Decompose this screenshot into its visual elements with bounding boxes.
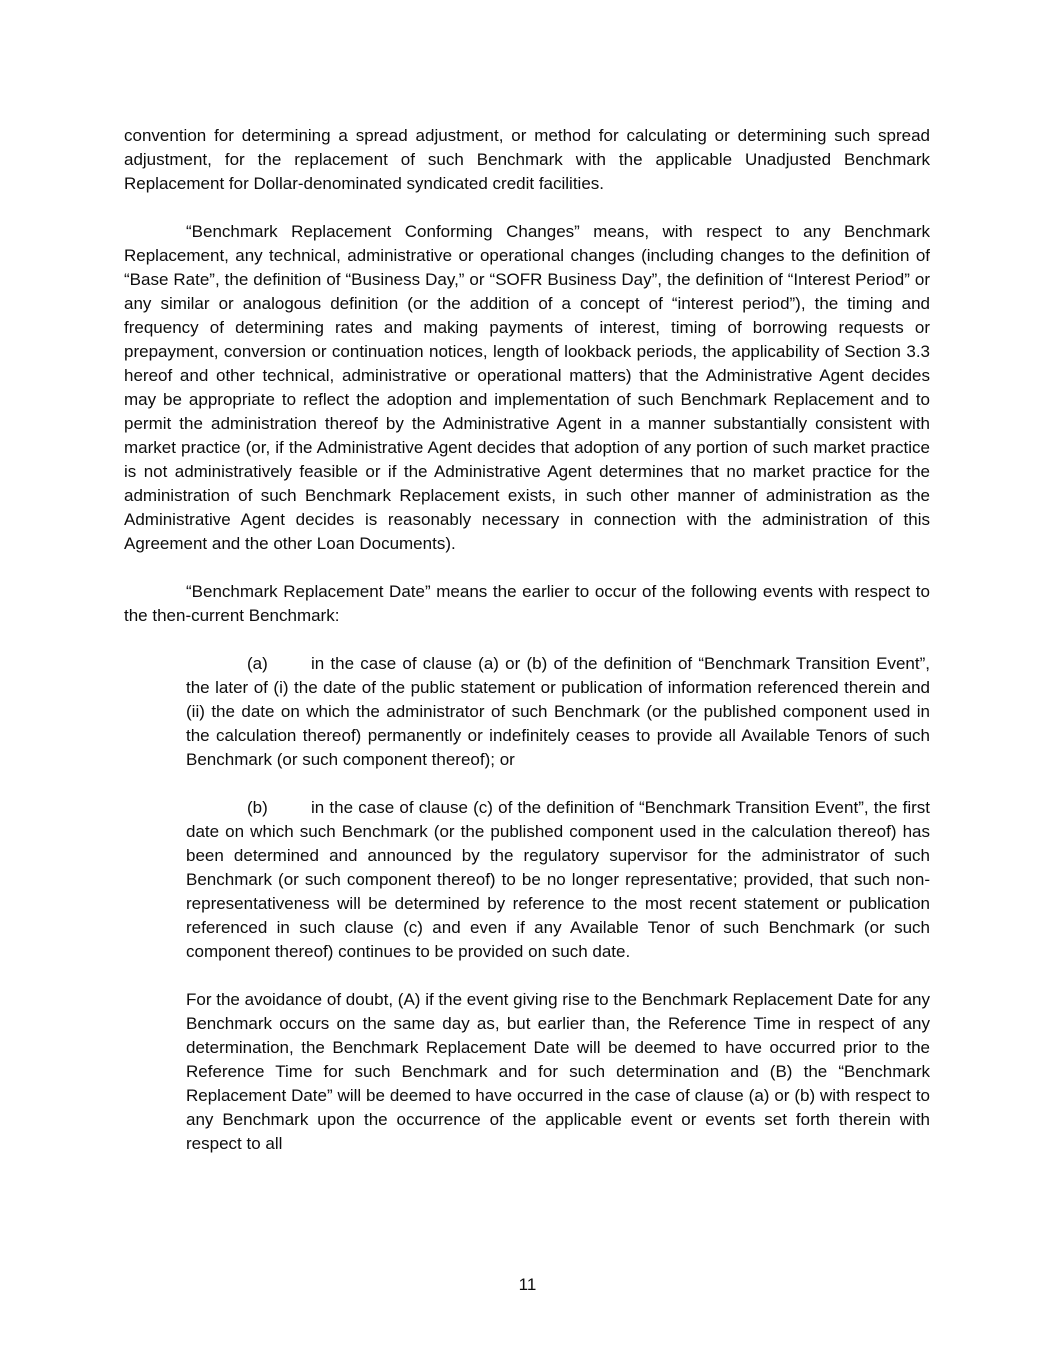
clause-a-text: in the case of clause (a) or (b) of the definition of “Benchmark Transition Event”, the later of (i) the date of the public statement or publication of information referenced therein and (ii) the date on which the administrator of such Benchmark (or the published component used in the calculation thereof) permanently or indefinitely ceases to provide all Available Tenors of such Benchmark (or such component thereof); or: [186, 654, 930, 769]
document-body: [124, 124, 930, 1156]
paragraph-avoidance-of-doubt: For the avoidance of doubt, (A) if the event giving rise to the Benchmark Replacement Date for any Benchmark occurs on the same day as, but earlier than, the Reference Time in respect of any determination, the Benchmark Replacement Date will be deemed to have occurred prior to the Reference Time for such Benchmark and for such determination and (B) the “Benchmark Replacement Date” will be deemed to have occurred in the case of clause (a) or (b) with respect to any Benchmark upon the occurrence of the applicable event or events set forth therein with respect to all: [186, 990, 930, 1153]
paragraph-benchmark-replacement-date: “Benchmark Replacement Date” means the earlier to occur of the following events with respect to the then-current Benchmark:: [124, 582, 930, 625]
paragraph-continuation: convention for determining a spread adjustment, or method for calculating or determining such spread adjustment, for the replacement of such Benchmark with the applicable Unadjusted Benchmark Replacement for Dollar-denominated syndicated credit facilities.: [124, 126, 930, 193]
clause-a: [186, 652, 930, 772]
clause-a-label: (a): [247, 654, 268, 673]
clause-b-label: (b): [247, 798, 268, 817]
page-number: 11: [518, 1275, 537, 1294]
clause-b: [186, 796, 930, 964]
clause-b-text: in the case of clause (c) of the definition of “Benchmark Transition Event”, the first date on which such Benchmark (or the published component used in the calculation thereof) has been determined and announced by the regulatory supervisor for the administrator of such Benchmark (or such component thereof) to be no longer representative; provided, that such non-representativeness will be determined by reference to the most recent statement or publication referenced in such clause (c) and even if any Available Tenor of such Benchmark (or such component thereof) continues to be provided on such date.: [186, 798, 930, 961]
paragraph-benchmark-replacement-conforming-changes: “Benchmark Replacement Conforming Changes” means, with respect to any Benchmark Replacement, any technical, administrative or operational changes (including changes to the definition of “Base Rate”, the definition of “Business Day,” or “SOFR Business Day”, the definition of “Interest Period” or any similar or analogous definition (or the addition of a concept of “interest period”), the timing and frequency of determining rates and making payments of interest, timing of borrowing requests or prepayment, conversion or continuation notices, length of lookback periods, the applicability of Section 3.3 hereof and other technical, administrative or operational matters) that the Administrative Agent decides may be appropriate to reflect the adoption and implementation of such Benchmark Replacement and to permit the administration thereof by the Administrative Agent in a manner substantially consistent with market practice (or, if the Administrative Agent decides that adoption of any portion of such market practice is not administratively feasible or if the Administrative Agent determines that no market practice for the administration of such Benchmark Replacement exists, in such other manner of administration as the Administrative Agent decides is reasonably necessary in connection with the administration of this Agreement and the other Loan Documents).: [124, 222, 930, 553]
